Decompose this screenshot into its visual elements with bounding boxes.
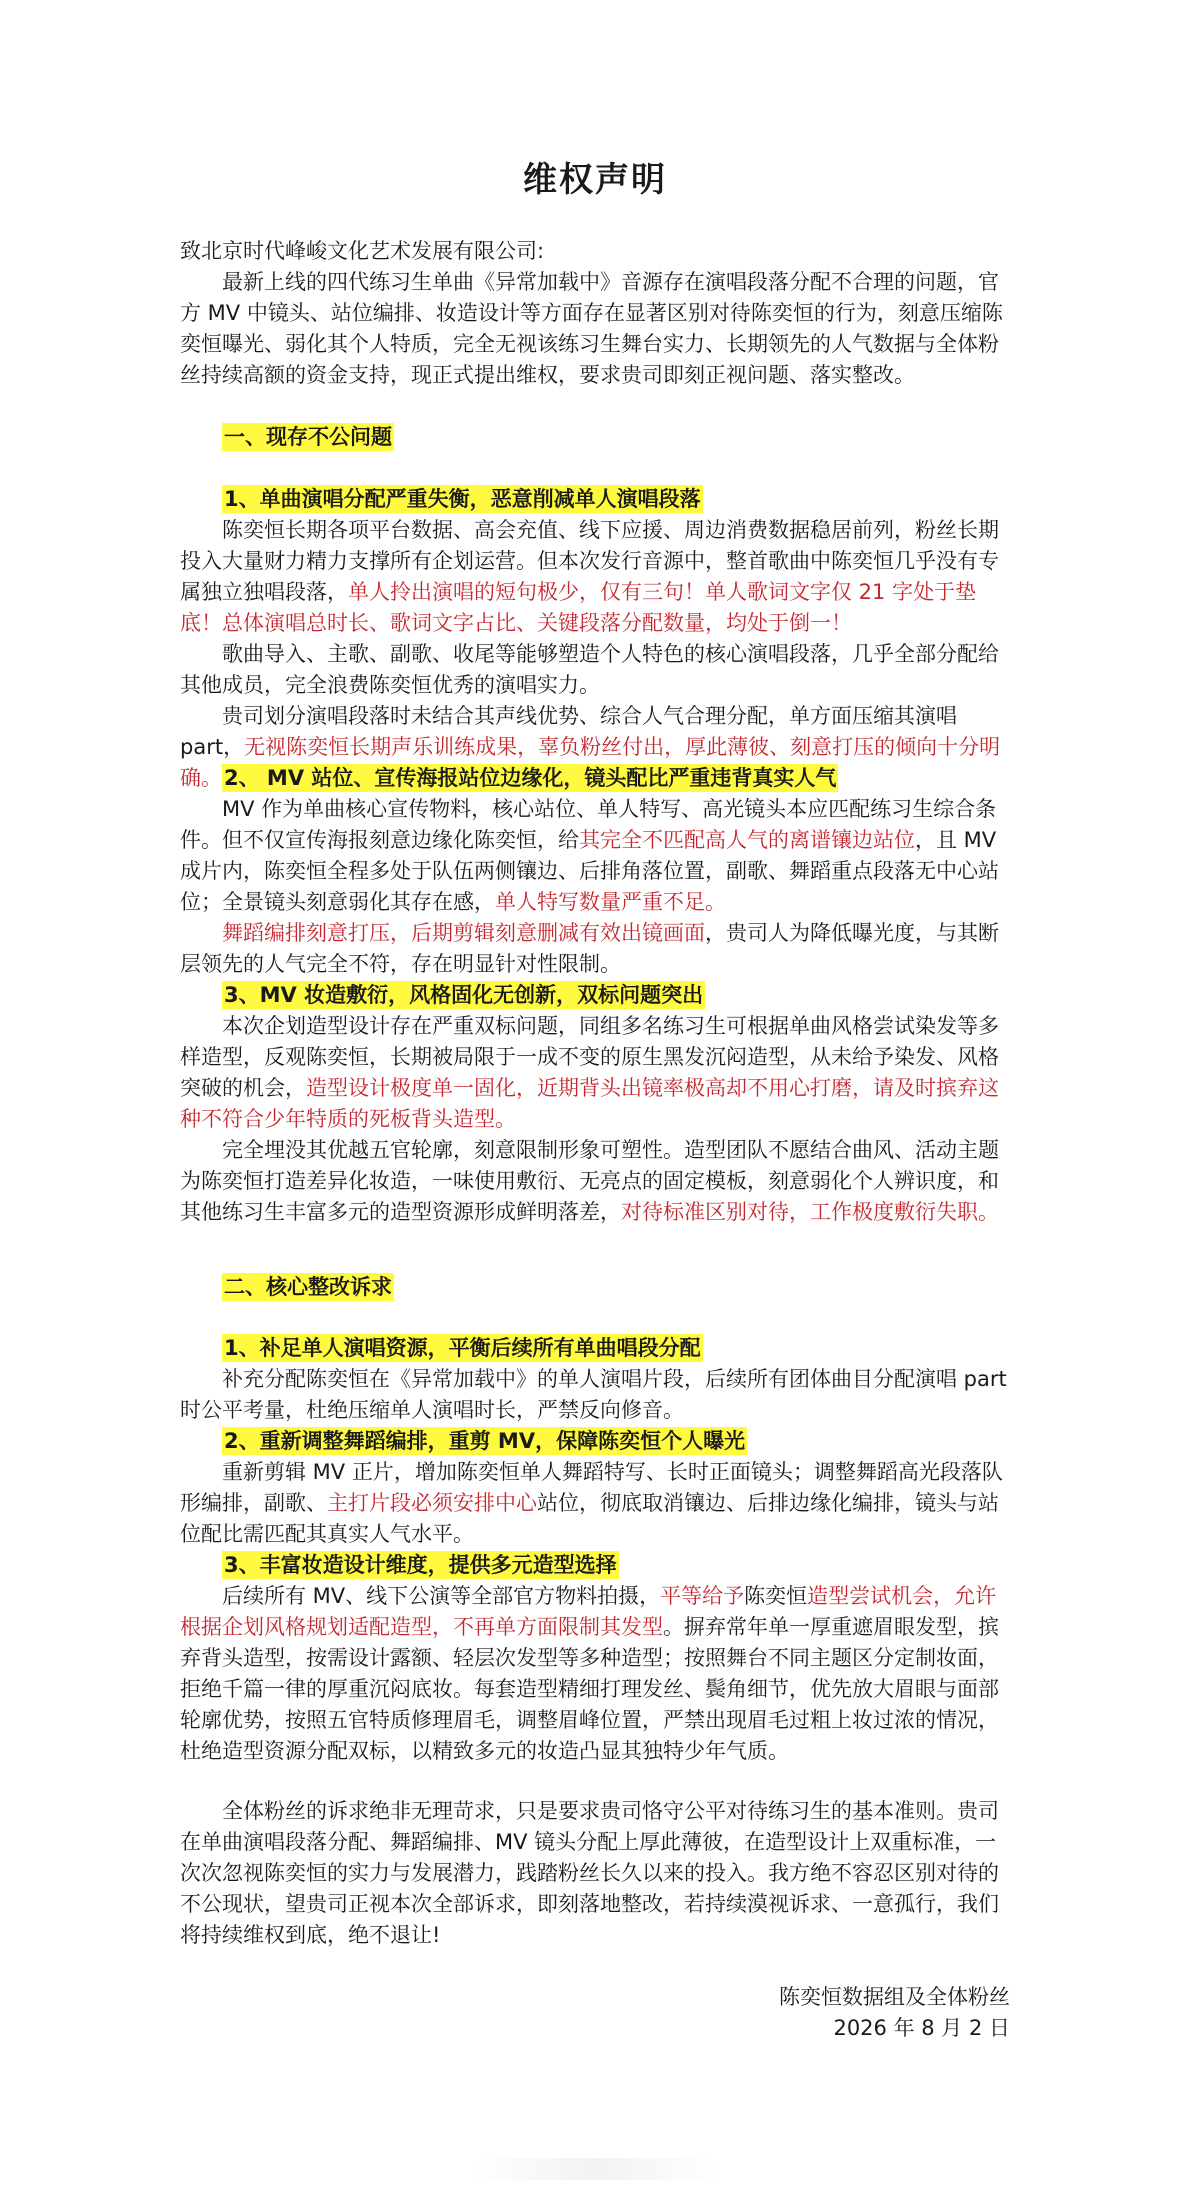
subheading-1-3-text: 3、MV 妆造敷衍，风格固化无创新，双标问题突出 <box>224 983 704 1007</box>
paragraph-1-4-text-b: ，且 MV 成片内，陈奕恒全程多处于队伍两侧镶边、后排角落位置，副歌、舞蹈重点段落无中心站位；全景镜头刻意弱化其存在感， <box>180 828 999 914</box>
subheading-1-2-text: 2、 MV 站位、宣传海报站位边缘化，镜头配比严重违背真实人气 <box>224 766 837 790</box>
paragraph-1-6 <box>180 1011 1010 1135</box>
paragraph-1-1-text: 陈奕恒长期各项平台数据、高会充值、线下应援、周边消费数据稳居前列，粉丝长期投入大量财力精力支撑所有企划运营。但本次发行音源中，整首歌曲中陈奕恒几乎没有专属独立独唱段落， <box>180 518 999 604</box>
paragraph-2-1: 补充分配陈奕恒在《异常加载中》的单人演唱片段，后续所有团体曲目分配演唱 part 时公平考量，杜绝压缩单人演唱时长，严禁反向修音。 <box>180 1367 1007 1422</box>
subheading-2-2-text: 2、重新调整舞蹈编排，重剪 MV，保障陈奕恒个人曝光 <box>224 1429 746 1453</box>
paragraph-1-5-emphasis: 舞蹈编排刻意打压，后期剪辑刻意删减有效出镜画面 <box>222 921 705 945</box>
intro-paragraph: 最新上线的四代练习生单曲《异常加载中》音源存在演唱段落分配不合理的问题，官方 MV 中镜头、站位编排、妆造设计等方面存在显著区别对待陈奕恒的行为，刻意压缩陈奕恒曝光、弱化其个人特质，完全无视该练习生舞台实力、长期领先的人气数据与全体粉丝持续高额的资金支持，现正式提出维权，要求贵司即刻正视问题、落实整改。 <box>180 270 1003 387</box>
paragraph-1-4-emphasis-b: 单人特写数量严重不足。 <box>495 890 726 914</box>
subheading-1-3 <box>222 980 1052 1011</box>
subheading-2-2 <box>222 1426 1052 1457</box>
paragraph-1-5 <box>180 918 1010 980</box>
paragraph-2-3-emphasis-a: 平等给予 <box>660 1584 745 1608</box>
bottom-watermark <box>470 2158 720 2180</box>
paragraph-1-7-text: 完全埋没其优越五官轮廓，刻意限制形象可塑性。造型团队不愿结合曲风、活动主题为陈奕恒打造差异化妆造，一味使用敷衍、无亮点的固定模板，刻意弱化个人辨识度，和其他练习生丰富多元的造型资源形成鲜明落差， <box>180 1138 999 1224</box>
paragraph-1-3-emphasis: 无视陈奕恒长期声乐训练成果，辜负粉丝付出，厚此薄彼、刻意打压的倾向十分明确。 <box>180 735 1001 790</box>
paragraph-1-4-text-a: MV 作为单曲核心宣传物料，核心站位、单人特写、高光镜头本应匹配练习生综合条件。但不仅宣传海报刻意边缘化陈奕恒，给 <box>180 797 997 852</box>
section-heading-2 <box>222 1272 1052 1303</box>
section-heading-1 <box>222 422 1052 453</box>
paragraph-2-3-text-c: 。摒弃常年单一厚重遮眉眼发型，摈弃背头造型，按需设计露额、轻层次发型等多种造型；按照舞台不同主题区分定制妆面，拒绝千篇一律的厚重沉闷底妆。每套造型精细打理发丝、鬓角细节，优先放大眉眼与面部轮廓优势，按照五官特质修理眉毛，调整眉峰位置，严禁出现眉毛过粗上妆过浓的情况，杜绝造型资源分配双标，以精致多元的妆造凸显其独特少年气质。 <box>180 1615 999 1763</box>
subheading-1-1-text: 1、单曲演唱分配严重失衡，恶意削减单人演唱段落 <box>224 487 701 511</box>
greeting: 致北京时代峰峻文化艺术发展有限公司: <box>180 239 545 263</box>
subheading-2-3-text: 3、丰富妆造设计维度，提供多元造型选择 <box>224 1553 617 1577</box>
subheading-2-3 <box>222 1550 1052 1581</box>
paragraph-1-7-emphasis: 对待标准区别对待，工作极度敷衍失职。 <box>621 1200 999 1224</box>
subheading-2-1 <box>222 1333 1052 1364</box>
subheading-1-1 <box>222 484 1052 515</box>
paragraph-2-3-emphasis-b: 造型尝试机会，允许根据企划风格规划适配造型，不再单方面限制其发型 <box>180 1584 997 1639</box>
paragraph-2-3 <box>180 1581 1010 1767</box>
paragraph-2-2-emphasis: 主打片段必须安排中心 <box>327 1491 537 1515</box>
signature: 陈奕恒数据组及全体粉丝 <box>779 1985 1010 2009</box>
paragraph-1-3-text: 贵司划分演唱段落时未结合其声线优势、综合人气合理分配，单方面压缩其演唱 part， <box>180 704 957 759</box>
paragraph-1-7 <box>180 1135 1010 1228</box>
paragraph-2-3-text-a: 后续所有 MV、线下公演等全部官方物料拍摄， <box>222 1584 661 1608</box>
paragraph-1-1-emphasis: 单人拎出演唱的短句极少，仅有三句！单人歌词文字仅 21 字处于垫底！总体演唱总时长、歌词文字占比、关键段落分配数量，均处于倒一！ <box>180 580 977 635</box>
section-heading-1-text: 一、现存不公问题 <box>224 425 392 449</box>
section-heading-2-text: 二、核心整改诉求 <box>224 1275 392 1299</box>
document-title: 维权声明 <box>523 160 667 200</box>
subheading-1-2 <box>222 763 1052 794</box>
paragraph-2-2-text-b: 站位，彻底取消镶边、后排边缘化编排，镜头与站位配比需匹配其真实人气水平。 <box>180 1491 999 1546</box>
paragraph-1-1 <box>180 515 1010 639</box>
paragraph-1-5-text: ，贵司人为降低曝光度，与其断层领先的人气完全不符，存在明显针对性限制。 <box>180 921 999 976</box>
paragraph-1-4 <box>180 794 1010 918</box>
paragraph-2-2 <box>180 1457 1010 1550</box>
closing-paragraph: 全体粉丝的诉求绝非无理苛求，只是要求贵司恪守公平对待练习生的基本准则。贵司在单曲演唱段落分配、舞蹈编排、MV 镜头分配上厚此薄彼，在造型设计上双重标准，一次次忽视陈奕恒的实力与发展潜力，践踏粉丝长久以来的投入。我方绝不容忍区别对待的不公现状，望贵司正视本次全部诉求，即刻落地整改，若持续漠视诉求、一意孤行，我们将持续维权到底，绝不退让! <box>180 1799 999 1947</box>
paragraph-1-2: 歌曲导入、主歌、副歌、收尾等能够塑造个人特色的核心演唱段落，几乎全部分配给其他成员，完全浪费陈奕恒优秀的演唱实力。 <box>180 642 999 697</box>
paragraph-1-6-emphasis: 造型设计极度单一固化，近期背头出镜率极高却不用心打磨，请及时摈弃这种不符合少年特质的死板背头造型。 <box>180 1076 999 1131</box>
paragraph-2-3-text-b: 陈奕恒 <box>744 1584 808 1608</box>
paragraph-1-4-emphasis-a: 其完全不匹配高人气的离谱镶边站位 <box>579 828 915 852</box>
subheading-2-1-text: 1、补足单人演唱资源，平衡后续所有单曲唱段分配 <box>224 1336 701 1360</box>
paragraph-2-2-text-a: 重新剪辑 MV 正片，增加陈奕恒单人舞蹈特写、长时正面镜头；调整舞蹈高光段落队形编排，副歌、 <box>180 1460 1003 1515</box>
paragraph-1-6-text: 本次企划造型设计存在严重双标问题，同组多名练习生可根据单曲风格尝试染发等多样造型，反观陈奕恒，长期被局限于一成不变的原生黑发沉闷造型，从未给予染发、风格突破的机会， <box>180 1014 999 1100</box>
date: 2026 年 8 月 2 日 <box>833 2016 1010 2040</box>
